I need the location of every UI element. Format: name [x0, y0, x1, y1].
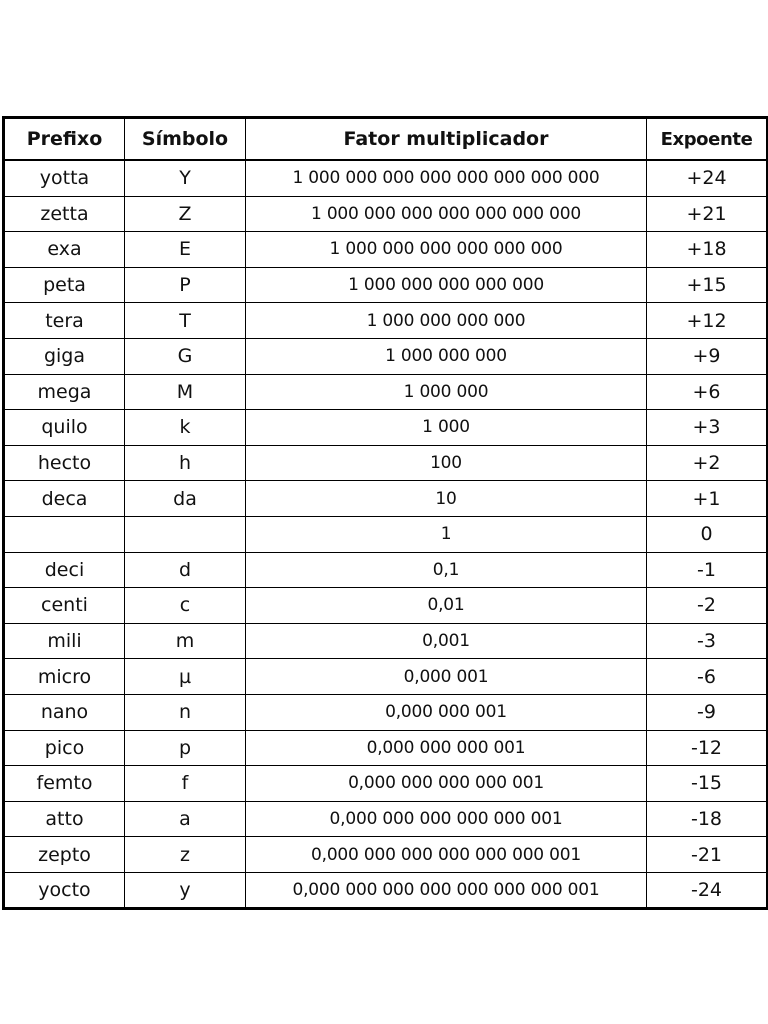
- cell-simbolo: m: [125, 623, 246, 659]
- cell-expoente: -21: [647, 837, 768, 873]
- header-expoente: Expoente: [647, 118, 768, 161]
- cell-expoente: +6: [647, 374, 768, 410]
- cell-expoente: -6: [647, 659, 768, 695]
- table-row: [4, 481, 768, 517]
- cell-expoente: -24: [647, 872, 768, 909]
- cell-expoente: +1: [647, 481, 768, 517]
- table-row: [4, 338, 768, 374]
- cell-fator: 0,001: [246, 623, 647, 659]
- cell-simbolo: T: [125, 303, 246, 339]
- cell-simbolo: [125, 516, 246, 552]
- cell-prefixo: mega: [4, 374, 125, 410]
- cell-prefixo: yocto: [4, 872, 125, 909]
- cell-simbolo: h: [125, 445, 246, 481]
- table-row: [4, 730, 768, 766]
- cell-prefixo: femto: [4, 766, 125, 802]
- cell-simbolo: z: [125, 837, 246, 873]
- cell-prefixo: deci: [4, 552, 125, 588]
- cell-prefixo: centi: [4, 588, 125, 624]
- cell-expoente: -18: [647, 801, 768, 837]
- cell-fator: 1: [246, 516, 647, 552]
- cell-prefixo: peta: [4, 267, 125, 303]
- cell-simbolo: µ: [125, 659, 246, 695]
- cell-simbolo: E: [125, 232, 246, 268]
- cell-simbolo: y: [125, 872, 246, 909]
- cell-simbolo: G: [125, 338, 246, 374]
- cell-prefixo: deca: [4, 481, 125, 517]
- prefix-table-container: [2, 116, 768, 910]
- cell-expoente: -15: [647, 766, 768, 802]
- cell-prefixo: zetta: [4, 196, 125, 232]
- cell-fator: 1 000 000 000 000 000 000: [246, 232, 647, 268]
- table-row: [4, 659, 768, 695]
- cell-fator: 0,01: [246, 588, 647, 624]
- cell-expoente: +2: [647, 445, 768, 481]
- cell-prefixo: atto: [4, 801, 125, 837]
- cell-fator: 0,000 001: [246, 659, 647, 695]
- cell-simbolo: f: [125, 766, 246, 802]
- cell-prefixo: hecto: [4, 445, 125, 481]
- cell-expoente: -3: [647, 623, 768, 659]
- table-row: [4, 410, 768, 446]
- table-row: [4, 196, 768, 232]
- cell-expoente: +24: [647, 160, 768, 196]
- cell-expoente: +9: [647, 338, 768, 374]
- table-row: [4, 766, 768, 802]
- table-row: [4, 872, 768, 909]
- cell-expoente: -2: [647, 588, 768, 624]
- cell-fator: 1 000: [246, 410, 647, 446]
- cell-simbolo: d: [125, 552, 246, 588]
- cell-expoente: -9: [647, 694, 768, 730]
- table-row: [4, 160, 768, 196]
- cell-fator: 0,000 000 000 000 001: [246, 766, 647, 802]
- table-row: [4, 588, 768, 624]
- cell-fator: 0,1: [246, 552, 647, 588]
- table-row: [4, 516, 768, 552]
- table-row: [4, 232, 768, 268]
- cell-prefixo: [4, 516, 125, 552]
- cell-simbolo: a: [125, 801, 246, 837]
- cell-fator: 10: [246, 481, 647, 517]
- cell-expoente: +18: [647, 232, 768, 268]
- cell-fator: 100: [246, 445, 647, 481]
- header-prefixo: Prefixo: [4, 118, 125, 161]
- cell-fator: 0,000 000 000 000 000 000 001: [246, 837, 647, 873]
- cell-fator: 0,000 000 000 000 000 000 000 001: [246, 872, 647, 909]
- cell-prefixo: micro: [4, 659, 125, 695]
- header-row: [4, 118, 768, 161]
- cell-simbolo: P: [125, 267, 246, 303]
- cell-fator: 1 000 000 000 000 000 000 000: [246, 196, 647, 232]
- cell-prefixo: pico: [4, 730, 125, 766]
- table-row: [4, 694, 768, 730]
- cell-simbolo: da: [125, 481, 246, 517]
- si-prefix-table: [2, 116, 768, 910]
- cell-prefixo: giga: [4, 338, 125, 374]
- cell-prefixo: yotta: [4, 160, 125, 196]
- cell-simbolo: k: [125, 410, 246, 446]
- cell-simbolo: Z: [125, 196, 246, 232]
- cell-fator: 0,000 000 000 001: [246, 730, 647, 766]
- cell-expoente: -12: [647, 730, 768, 766]
- cell-expoente: +21: [647, 196, 768, 232]
- cell-prefixo: tera: [4, 303, 125, 339]
- table-row: [4, 445, 768, 481]
- cell-expoente: +3: [647, 410, 768, 446]
- table-row: [4, 552, 768, 588]
- table-row: [4, 374, 768, 410]
- table-body: [4, 160, 768, 909]
- cell-prefixo: mili: [4, 623, 125, 659]
- table-row: [4, 623, 768, 659]
- cell-fator: 0,000 000 001: [246, 694, 647, 730]
- cell-expoente: +12: [647, 303, 768, 339]
- cell-prefixo: exa: [4, 232, 125, 268]
- table-row: [4, 267, 768, 303]
- table-row: [4, 801, 768, 837]
- cell-simbolo: n: [125, 694, 246, 730]
- table-row: [4, 837, 768, 873]
- cell-simbolo: Y: [125, 160, 246, 196]
- cell-simbolo: p: [125, 730, 246, 766]
- cell-expoente: +15: [647, 267, 768, 303]
- header-fator: Fator multiplicador: [246, 118, 647, 161]
- cell-prefixo: nano: [4, 694, 125, 730]
- cell-fator: 1 000 000 000 000 000: [246, 267, 647, 303]
- header-simbolo: Símbolo: [125, 118, 246, 161]
- table-row: [4, 303, 768, 339]
- cell-prefixo: quilo: [4, 410, 125, 446]
- cell-fator: 0,000 000 000 000 000 001: [246, 801, 647, 837]
- cell-fator: 1 000 000 000: [246, 338, 647, 374]
- cell-simbolo: M: [125, 374, 246, 410]
- cell-fator: 1 000 000 000 000: [246, 303, 647, 339]
- cell-fator: 1 000 000: [246, 374, 647, 410]
- cell-prefixo: zepto: [4, 837, 125, 873]
- cell-fator: 1 000 000 000 000 000 000 000 000: [246, 160, 647, 196]
- cell-simbolo: c: [125, 588, 246, 624]
- cell-expoente: 0: [647, 516, 768, 552]
- cell-expoente: -1: [647, 552, 768, 588]
